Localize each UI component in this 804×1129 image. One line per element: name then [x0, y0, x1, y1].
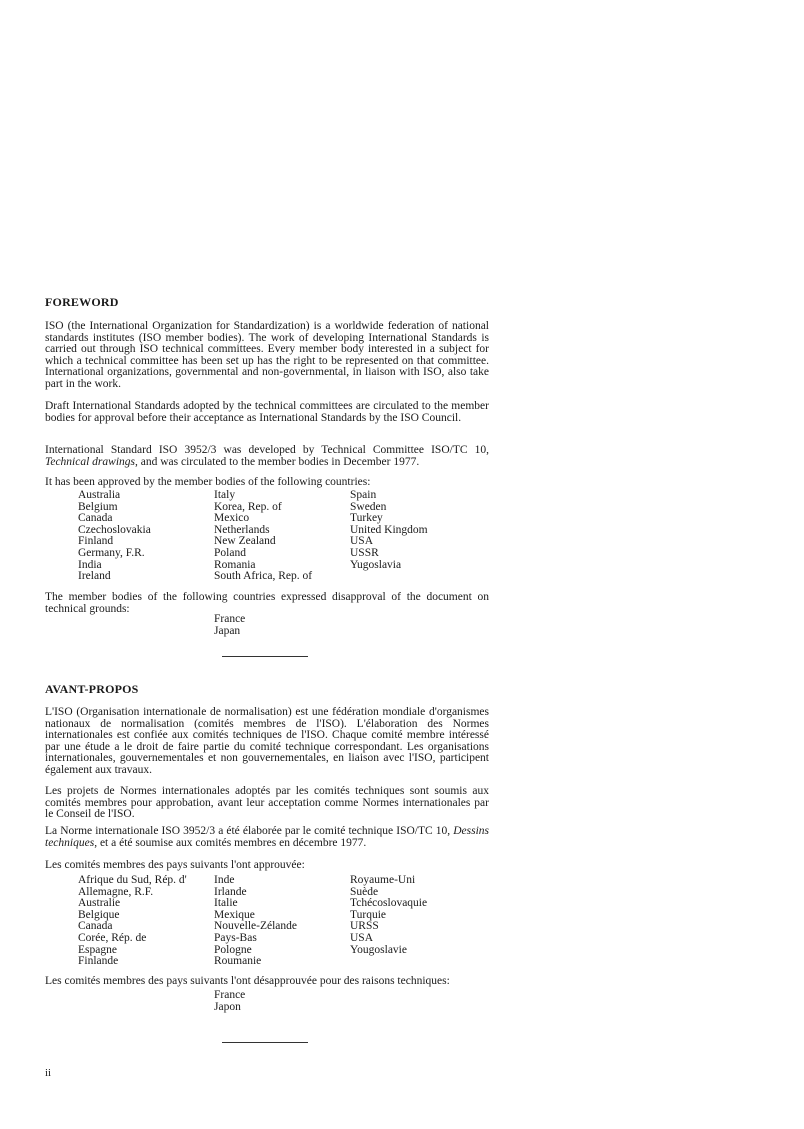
foreword-para-3-italic: Technical drawings	[45, 455, 135, 468]
country-name: Mexique	[214, 908, 255, 921]
country-name: Irlande	[214, 885, 247, 898]
country-name: Espagne	[78, 943, 117, 956]
country-name: Tchécoslovaquie	[350, 897, 428, 910]
country-name: Canada	[78, 512, 113, 525]
country-name: Australie	[78, 897, 121, 910]
avant-propos-para-3-wrap	[45, 826, 489, 849]
country-name: Czechoslovakia	[78, 523, 151, 536]
country-name: Nouvelle-Zélande	[214, 920, 298, 933]
foreword-body	[45, 321, 489, 391]
country-name: Sweden	[350, 500, 387, 513]
foreword-approved-col-1	[78, 490, 228, 583]
country-name: France	[214, 613, 246, 625]
avant-propos-para-3-text: La Norme internationale ISO 3952/3 a été élaborée par le comité technique ISO/TC 10,	[45, 825, 454, 837]
country-name: Japon	[214, 1000, 241, 1013]
country-name: Belgium	[78, 500, 118, 513]
avant-propos-para-2: Les projets de Normes internationales adoptés par les comités techniques sont soumis aux comités membres pour approbation, avant leur acceptation comme Normes internationales par le Conseil de l'ISO.	[45, 785, 489, 821]
country-name: Netherlands	[214, 523, 270, 536]
country-name: Suède	[350, 885, 379, 898]
country-name: Allemagne, R.F.	[78, 885, 154, 898]
country-name: Belgique	[78, 908, 120, 921]
foreword-approved-intro: It has been approved by the member bodies of the following countries:	[45, 476, 371, 488]
country-name: Romania	[214, 558, 256, 571]
foreword-para-3-text: International Standard ISO 3952/3 was developed by Technical Committee ISO/TC 10,	[45, 444, 489, 456]
country-name: Inde	[214, 874, 235, 886]
country-name: URSS	[350, 920, 379, 933]
foreword-disapproval-wrap	[45, 592, 489, 615]
foreword-heading: FOREWORD	[45, 295, 119, 309]
country-name: Finlande	[78, 955, 119, 968]
country-name: Yugoslavia	[350, 558, 402, 571]
avant-propos-approved-col-3	[350, 875, 500, 956]
foreword-para-2: Draft International Standards adopted by the technical committees are circulated to the member bodies for approval before their acceptance as International Standards by the ISO Council.	[45, 400, 489, 424]
country-name: Finland	[78, 535, 114, 548]
avant-propos-para-2-wrap	[45, 786, 489, 821]
country-name: Turkey	[350, 512, 383, 525]
country-name: New Zealand	[214, 535, 276, 548]
foreword-para-3-wrap	[45, 445, 489, 468]
avant-propos-para-1: L'ISO (Organisation internationale de normalisation) est une fédération mondiale d'organismes nationaux de normalisation (comités membres de l'ISO). L'élaboration des Normes internationales est confiée aux comités techniques de l'ISO. Chaque comité membre intéressé par une étude a le droit de faire partie du comité technique correspondant. Les organisations internationales, gouvernementales et non gouvernementales, en liaison avec l'ISO, participent également aux travaux.	[45, 706, 489, 776]
country-name: Korea, Rep. of	[214, 500, 282, 513]
country-name: Germany, F.R.	[78, 546, 145, 559]
avant-propos-heading: AVANT-PROPOS	[45, 682, 139, 696]
avant-propos-approved-col-2	[214, 875, 364, 968]
country-name: Royaume-Uni	[350, 874, 416, 886]
section-divider	[222, 656, 308, 657]
country-name: Australia	[78, 489, 121, 501]
avant-propos-approved-intro: Les comités membres des pays suivants l'ont approuvée:	[45, 859, 305, 871]
country-name: Pologne	[214, 943, 252, 956]
country-name: France	[214, 989, 246, 1001]
country-name: Roumanie	[214, 955, 262, 968]
foreword-approved-col-2	[214, 490, 364, 583]
country-name: USSR	[350, 546, 379, 559]
avant-propos-disapproval-intro: Les comités membres des pays suivants l'ont désapprouvée pour des raisons techniques:	[45, 975, 450, 987]
country-name: Canada	[78, 920, 113, 933]
avant-propos-para-3-tail: , et a été soumise aux comités membres en décembre 1977.	[94, 836, 367, 849]
avant-propos-para-3-italic: Dessins techniques	[45, 825, 489, 849]
country-name: South Africa, Rep. of	[214, 570, 313, 583]
country-name: Turquie	[350, 908, 386, 921]
foreword-para-1: ISO (the International Organization for Standardization) is a worldwide federation of national standards institutes (ISO member bodies). The work of developing International Standards is carried out through ISO technical committees. Every member body interested in a subject for which a technical committee has been set up has the right to be represented on that committee. International organizations, governmental and non-governmental, in liaison with ISO, also take part in the work.	[45, 320, 489, 390]
foreword-para-3	[45, 445, 489, 468]
country-name: Pays-Bas	[214, 931, 257, 944]
country-name: Poland	[214, 546, 246, 559]
country-name: United Kingdom	[350, 523, 428, 536]
country-name: Afrique du Sud, Rép. d'	[78, 874, 187, 886]
foreword-para-2-wrap	[45, 401, 489, 424]
country-name: Yougoslavie	[350, 943, 407, 956]
country-name: Japan	[214, 624, 241, 637]
avant-propos-disapproval-list	[214, 990, 245, 1013]
avant-propos-approved-col-1	[78, 875, 228, 968]
section-divider-bottom	[222, 1042, 308, 1043]
country-name: India	[78, 558, 102, 571]
foreword-disapproval-list	[214, 614, 245, 637]
foreword-para-3-tail: , and was circulated to the member bodies in December 1977.	[134, 455, 420, 468]
country-name: USA	[350, 535, 374, 548]
country-name: Spain	[350, 489, 377, 501]
avant-propos-para-1-wrap	[45, 707, 489, 777]
country-name: Italy	[214, 489, 236, 501]
country-name: Corée, Rép. de	[78, 931, 147, 944]
foreword-disapproval-intro: The member bodies of the following countries expressed disapproval of the document on technical grounds:	[45, 591, 489, 615]
avant-propos-para-3	[45, 826, 489, 849]
foreword-approved-col-3	[350, 490, 500, 571]
country-name: Ireland	[78, 570, 111, 583]
country-name: USA	[350, 931, 374, 944]
country-name: Mexico	[214, 512, 250, 525]
page-number: ii	[45, 1067, 52, 1079]
country-name: Italie	[214, 897, 238, 910]
